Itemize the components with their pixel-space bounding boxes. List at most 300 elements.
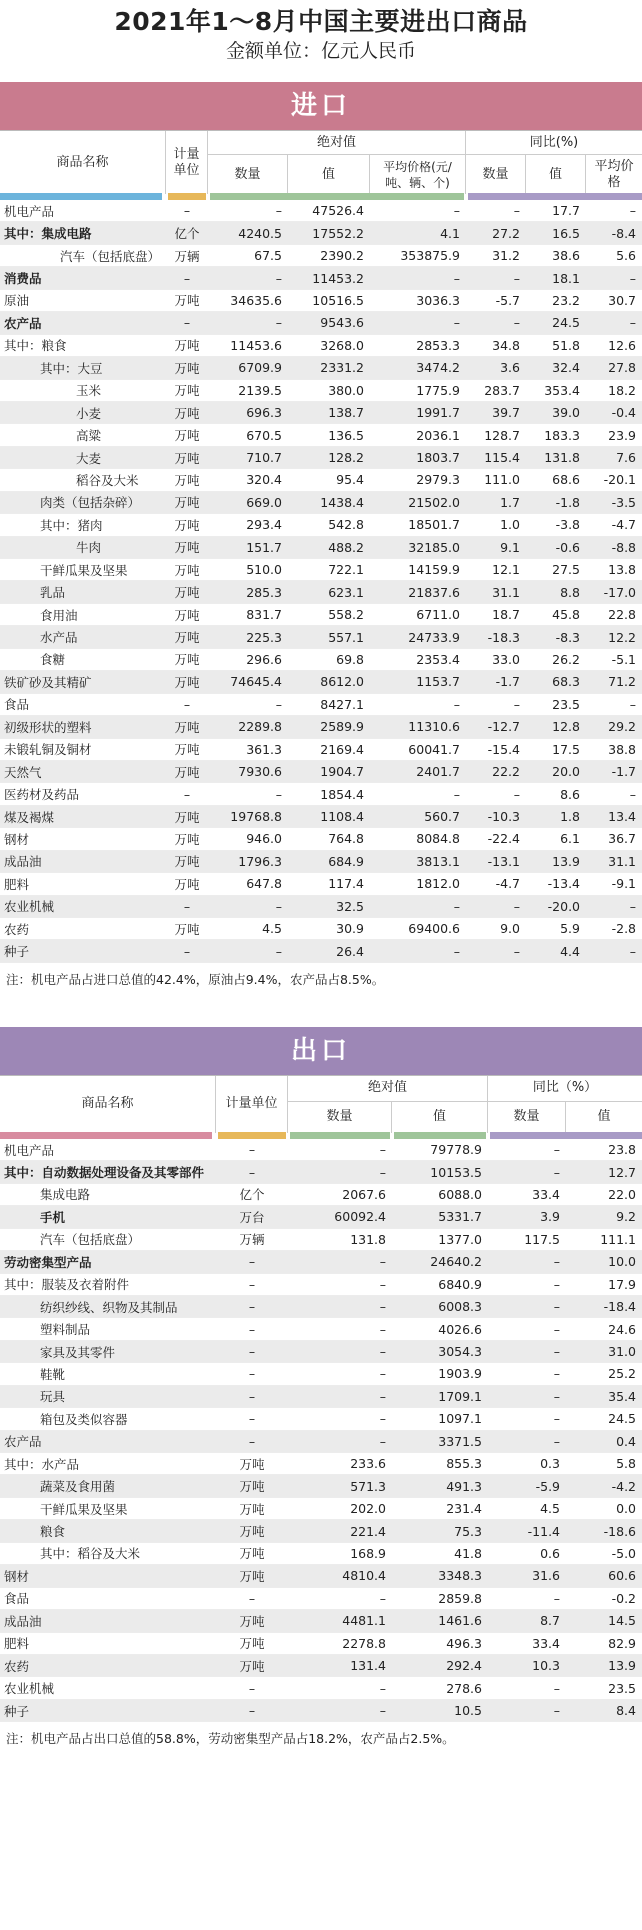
header-color-bars [0, 193, 642, 200]
table-row [0, 1229, 642, 1251]
row-name: 高粱 [76, 428, 102, 444]
row-yoy-value: 51.8 [552, 337, 580, 353]
row-yoy-value: 22.0 [608, 1186, 636, 1202]
color-bar-yellow [218, 1132, 286, 1139]
row-yoy-qty: 34.8 [492, 337, 520, 353]
row-value: 8612.0 [320, 674, 364, 690]
row-value: 684.9 [328, 853, 364, 869]
table-row [0, 873, 642, 895]
row-yoy-qty: – [553, 1254, 560, 1270]
row-yoy-qty: -10.3 [487, 809, 520, 825]
row-yoy-qty: 10.3 [532, 1658, 560, 1674]
row-price: 2979.3 [416, 472, 460, 488]
row-yoy-qty: 22.2 [492, 764, 520, 780]
row-price: 11310.6 [408, 719, 460, 735]
row-value: 488.2 [328, 539, 364, 555]
row-unit: 万吨 [174, 472, 200, 488]
row-unit: 万吨 [174, 585, 200, 601]
row-yoy-qty: – [553, 1344, 560, 1360]
row-price: 18501.7 [408, 517, 460, 533]
table-row [0, 783, 642, 805]
row-value: 1097.1 [438, 1411, 482, 1427]
table-row [0, 1184, 642, 1206]
row-unit: 万吨 [174, 652, 200, 668]
table-row [0, 940, 642, 962]
row-yoy-price: -1.7 [611, 764, 636, 780]
row-yoy-price: 18.2 [608, 382, 636, 398]
row-yoy-value: 27.5 [552, 562, 580, 578]
row-value: 1904.7 [320, 764, 364, 780]
row-value: 722.1 [328, 562, 364, 578]
row-value: 117.4 [328, 876, 364, 892]
table-row [0, 739, 642, 761]
import-note: 注：机电产品占进口总值的42.4%，原油占9.4%，农产品占8.5%。 [6, 971, 385, 987]
row-value: 95.4 [336, 472, 364, 488]
row-yoy-value: 17.9 [608, 1276, 636, 1292]
row-yoy-price: 13.4 [608, 809, 636, 825]
row-price: 4.1 [440, 225, 460, 241]
row-value: 2390.2 [320, 248, 364, 264]
row-yoy-value: 60.6 [608, 1568, 636, 1584]
row-unit: 万吨 [174, 405, 200, 421]
row-price: 353875.9 [400, 248, 460, 264]
row-yoy-qty: 9.1 [500, 539, 520, 555]
table-row [0, 1274, 642, 1296]
table-row [0, 222, 642, 244]
header-qty: 数量 [208, 155, 288, 194]
row-yoy-qty: 33.4 [532, 1635, 560, 1651]
row-name: 农药 [4, 1658, 30, 1674]
row-yoy-qty: 9.0 [500, 921, 520, 937]
row-yoy-qty: – [553, 1411, 560, 1427]
row-qty: 710.7 [246, 450, 282, 466]
row-yoy-value: -13.4 [547, 876, 580, 892]
row-value: 855.3 [446, 1456, 482, 1472]
row-value: 10.5 [454, 1703, 482, 1719]
row-name: 干鲜瓜果及坚果 [40, 1501, 128, 1517]
table-row [0, 896, 642, 918]
row-unit: 亿个 [239, 1187, 265, 1203]
row-value: 1903.9 [438, 1366, 482, 1382]
row-unit: 万吨 [174, 630, 200, 646]
row-qty: 647.8 [246, 876, 282, 892]
table-row [0, 1206, 642, 1228]
header-val: 值 [392, 1102, 488, 1133]
row-qty: 233.6 [350, 1456, 386, 1472]
table-row [0, 514, 642, 536]
row-unit: 万辆 [174, 248, 200, 264]
row-yoy-qty: – [513, 943, 520, 959]
row-yoy-value: 14.5 [608, 1613, 636, 1629]
color-bar-pink [0, 1132, 212, 1139]
row-unit: 万吨 [174, 428, 200, 444]
row-value: 1709.1 [438, 1388, 482, 1404]
row-qty: 60092.4 [334, 1209, 386, 1225]
color-bar-green [290, 1132, 390, 1139]
row-yoy-qty: – [553, 1680, 560, 1696]
header-unit: 计量单位 [166, 131, 208, 194]
row-yoy-value: 68.6 [552, 472, 580, 488]
row-unit: 万吨 [174, 293, 200, 309]
row-name: 纺织纱线、织物及其制品 [40, 1299, 178, 1315]
row-qty: 131.8 [350, 1231, 386, 1247]
row-qty: 202.0 [350, 1501, 386, 1517]
row-yoy-qty: – [513, 898, 520, 914]
color-bar-yellow [168, 193, 206, 200]
import-table-header [0, 130, 642, 200]
row-unit: 万吨 [174, 921, 200, 937]
table-row [0, 245, 642, 267]
row-qty: 1796.3 [238, 853, 282, 869]
row-yoy-value: -8.3 [555, 629, 580, 645]
row-yoy-value: 1.8 [560, 809, 580, 825]
row-value: 138.7 [328, 405, 364, 421]
row-yoy-value: 0.4 [616, 1433, 636, 1449]
page-subtitle: 金额单位：亿元人民币 [225, 40, 416, 62]
row-yoy-price: – [629, 786, 636, 802]
export-section-title: 出口 [0, 1027, 642, 1075]
row-name: 其中：自动数据处理设备及其零部件 [4, 1165, 205, 1181]
row-qty: – [275, 943, 282, 959]
color-bar-purple [490, 1132, 642, 1139]
row-name: 机电产品 [4, 203, 55, 219]
row-yoy-price: 38.8 [608, 741, 636, 757]
table-row [0, 1633, 642, 1655]
table-row [0, 402, 642, 424]
row-price: 1812.0 [416, 876, 460, 892]
import-section-title: 进口 [0, 82, 642, 130]
row-yoy-price: 71.2 [608, 674, 636, 690]
row-yoy-value: -18.4 [603, 1299, 636, 1315]
table-row [0, 1251, 642, 1273]
table-row [0, 335, 642, 357]
row-yoy-qty: – [553, 1276, 560, 1292]
row-unit: – [183, 898, 191, 914]
row-unit: – [183, 696, 191, 712]
header-name: 商品名称 [0, 131, 166, 194]
row-price: 6711.0 [416, 607, 460, 623]
row-name: 塑料制品 [40, 1322, 91, 1338]
row-qty: – [379, 1299, 386, 1315]
row-value: 2859.8 [438, 1590, 482, 1606]
row-yoy-price: 12.6 [608, 337, 636, 353]
row-unit: – [248, 1142, 256, 1158]
row-name: 蔬菜及食用菌 [40, 1479, 116, 1495]
row-yoy-price: 13.8 [608, 562, 636, 578]
row-qty: 168.9 [350, 1545, 386, 1561]
row-yoy-price: – [629, 315, 636, 331]
row-yoy-qty: -5.7 [495, 292, 520, 308]
row-yoy-price: -20.1 [603, 472, 636, 488]
row-yoy-value: 8.4 [616, 1703, 636, 1719]
row-unit: 万吨 [174, 338, 200, 354]
table-row [0, 1498, 642, 1520]
table-row [0, 1408, 642, 1430]
row-yoy-value: 5.8 [616, 1456, 636, 1472]
row-name: 劳动密集型产品 [4, 1254, 92, 1270]
table-row [0, 851, 642, 873]
table-row [0, 290, 642, 312]
row-yoy-qty: 12.1 [492, 562, 520, 578]
row-unit: 万吨 [174, 383, 200, 399]
row-value: 24640.2 [430, 1254, 482, 1270]
row-yoy-qty: – [513, 786, 520, 802]
row-yoy-qty: – [513, 270, 520, 286]
table-row [0, 806, 642, 828]
row-name: 食用油 [40, 607, 78, 623]
row-yoy-price: 5.6 [616, 248, 636, 264]
row-unit: 万吨 [239, 1546, 265, 1562]
row-value: 558.2 [328, 607, 364, 623]
row-yoy-value: -1.8 [555, 494, 580, 510]
row-yoy-qty: 31.2 [492, 248, 520, 264]
row-name: 家具及其零件 [40, 1344, 116, 1360]
row-name: 成品油 [4, 1613, 42, 1629]
row-qty: 4481.1 [342, 1613, 386, 1629]
table-row [0, 1610, 642, 1632]
row-yoy-qty: – [553, 1433, 560, 1449]
row-name: 其中：粮食 [4, 338, 67, 354]
header-price: 平均价格(元/吨、辆、个) [370, 155, 466, 194]
color-bar-purple [468, 193, 642, 200]
row-value: 8427.1 [320, 696, 364, 712]
row-qty: – [379, 1590, 386, 1606]
row-unit: 万吨 [174, 562, 200, 578]
export-note: 注：机电产品占出口总值的58.8%，劳动密集型产品占18.2%，农产品占2.5%。 [6, 1731, 455, 1747]
row-unit: 万吨 [174, 674, 200, 690]
row-value: 231.4 [446, 1501, 482, 1517]
row-qty: 831.7 [246, 607, 282, 623]
color-bar-green [394, 1132, 486, 1139]
row-price: 2853.3 [416, 337, 460, 353]
row-value: 496.3 [446, 1635, 482, 1651]
row-value: 1108.4 [320, 809, 364, 825]
row-name: 牛肉 [76, 540, 102, 556]
export-table-header [0, 1075, 642, 1139]
row-price: 3036.3 [416, 292, 460, 308]
row-yoy-qty: – [553, 1366, 560, 1382]
row-name: 农产品 [4, 315, 42, 331]
row-value: 6088.0 [438, 1186, 482, 1202]
header-yoy-qty: 数量 [466, 155, 526, 194]
row-name: 农业机械 [4, 899, 55, 915]
table-row [0, 1139, 642, 1161]
row-yoy-qty: 18.7 [492, 607, 520, 623]
row-price: – [453, 270, 460, 286]
row-name: 其中：服装及衣着附件 [4, 1277, 130, 1293]
row-yoy-qty: 4.5 [540, 1501, 560, 1517]
row-qty: 285.3 [246, 584, 282, 600]
row-price: – [453, 203, 460, 219]
row-yoy-value: 10.0 [608, 1254, 636, 1270]
row-qty: 11453.6 [230, 337, 282, 353]
row-name: 其中：大豆 [40, 360, 103, 376]
row-yoy-qty: 1.0 [500, 517, 520, 533]
table-row [0, 626, 642, 648]
header-yoy: 同比（%） [488, 1076, 642, 1102]
row-unit: 万吨 [174, 540, 200, 556]
table-row [0, 1431, 642, 1453]
row-name: 成品油 [4, 854, 42, 870]
row-qty: 7930.6 [238, 764, 282, 780]
row-value: 30.9 [336, 921, 364, 937]
row-qty: – [379, 1142, 386, 1158]
row-yoy-value: 353.4 [544, 382, 580, 398]
row-unit: 万吨 [239, 1613, 265, 1629]
row-name: 大麦 [76, 450, 102, 466]
row-value: 4026.6 [438, 1321, 482, 1337]
row-qty: – [275, 203, 282, 219]
row-value: 26.4 [336, 943, 364, 959]
row-yoy-value: 82.9 [608, 1635, 636, 1651]
row-name: 钢材 [4, 831, 30, 847]
row-value: 17552.2 [312, 225, 364, 241]
row-yoy-value: 111.1 [600, 1231, 636, 1247]
row-qty: – [275, 696, 282, 712]
row-name: 水产品 [40, 630, 78, 646]
row-yoy-value: 12.8 [552, 719, 580, 735]
row-name: 种子 [4, 944, 30, 960]
row-yoy-qty: 3.9 [540, 1209, 560, 1225]
row-yoy-price: – [629, 898, 636, 914]
row-name: 农业机械 [4, 1681, 55, 1697]
row-name: 玩具 [40, 1389, 66, 1405]
row-yoy-value: 9.2 [616, 1209, 636, 1225]
row-price: 1153.7 [416, 674, 460, 690]
row-yoy-value: -0.6 [555, 539, 580, 555]
row-yoy-qty: 117.5 [524, 1231, 560, 1247]
page-title: 2021年1～8月中国主要进出口商品 [114, 7, 528, 36]
row-qty: 4.5 [262, 921, 282, 937]
row-yoy-qty: -11.4 [527, 1523, 560, 1539]
export-table-body [0, 1139, 642, 1722]
row-unit: – [183, 943, 191, 959]
row-price: 560.7 [424, 809, 460, 825]
row-name: 肉类（包括杂碎） [40, 495, 141, 511]
row-yoy-price: -8.4 [611, 225, 636, 241]
row-yoy-value: -4.2 [611, 1478, 636, 1494]
row-qty: 571.3 [350, 1478, 386, 1494]
row-yoy-qty: – [553, 1299, 560, 1315]
row-unit: – [248, 1344, 256, 1360]
row-qty: 670.5 [246, 427, 282, 443]
row-name: 煤及褐煤 [4, 809, 55, 825]
table-row [0, 1318, 642, 1340]
row-qty: 669.0 [246, 494, 282, 510]
table-row [0, 918, 642, 940]
row-price: 2036.1 [416, 427, 460, 443]
table-row [0, 1161, 642, 1183]
row-value: 11453.2 [312, 270, 364, 286]
row-qty: 4240.5 [238, 225, 282, 241]
table-row [0, 1341, 642, 1363]
row-unit: 万吨 [174, 719, 200, 735]
row-qty: 131.4 [350, 1658, 386, 1674]
header-qty: 数量 [288, 1102, 392, 1133]
row-yoy-value: 23.5 [552, 696, 580, 712]
row-unit: – [248, 1254, 256, 1270]
row-name: 其中：集成电路 [4, 226, 92, 242]
table-row [0, 649, 642, 671]
row-qty: – [379, 1703, 386, 1719]
row-price: 1775.9 [416, 382, 460, 398]
row-value: 9543.6 [320, 315, 364, 331]
row-value: 128.2 [328, 450, 364, 466]
row-yoy-value: 13.9 [608, 1658, 636, 1674]
row-qty: 67.5 [254, 248, 282, 264]
row-yoy-qty: 0.3 [540, 1456, 560, 1472]
table-row [0, 537, 642, 559]
row-yoy-value: 17.7 [552, 203, 580, 219]
row-name: 乳品 [40, 585, 66, 601]
row-unit: – [248, 1703, 256, 1719]
row-unit: 万吨 [174, 607, 200, 623]
row-name: 医药材及药品 [4, 787, 80, 803]
row-yoy-value: 68.3 [552, 674, 580, 690]
row-unit: – [248, 1590, 256, 1606]
row-unit: 万吨 [174, 450, 200, 466]
row-value: 1854.4 [320, 786, 364, 802]
row-name: 粮食 [40, 1524, 66, 1540]
header-color-bars [0, 1132, 642, 1139]
header-yoy: 同比(%) [466, 131, 642, 155]
row-value: 380.0 [328, 382, 364, 398]
table-row [0, 1363, 642, 1385]
row-qty: 4810.4 [342, 1568, 386, 1584]
row-unit: 万吨 [239, 1658, 265, 1674]
row-name: 肥料 [4, 1636, 30, 1652]
row-name: 集成电路 [40, 1187, 91, 1203]
header-abs: 绝对值 [208, 131, 466, 155]
row-yoy-price: -5.1 [611, 651, 636, 667]
row-yoy-value: 131.8 [544, 450, 580, 466]
row-name: 肥料 [4, 876, 30, 892]
row-value: 75.3 [454, 1523, 482, 1539]
row-unit: – [183, 315, 191, 331]
row-unit: 万吨 [174, 764, 200, 780]
header-yoy-val: 值 [526, 155, 586, 194]
row-price: 2401.7 [416, 764, 460, 780]
row-yoy-qty: -1.7 [495, 674, 520, 690]
row-unit: – [248, 1276, 256, 1292]
row-yoy-value: 35.4 [608, 1388, 636, 1404]
row-yoy-value: -5.0 [611, 1545, 636, 1561]
row-price: 24733.9 [408, 629, 460, 645]
table-row [0, 447, 642, 469]
row-unit: 万吨 [239, 1524, 265, 1540]
row-qty: – [275, 270, 282, 286]
row-unit: – [183, 786, 191, 802]
row-yoy-qty: 33.4 [532, 1186, 560, 1202]
row-unit: 万吨 [174, 495, 200, 511]
table-row [0, 1296, 642, 1318]
table-row [0, 1655, 642, 1677]
row-yoy-qty: 115.4 [484, 450, 520, 466]
row-yoy-value: 24.5 [608, 1411, 636, 1427]
row-qty: 361.3 [246, 741, 282, 757]
row-yoy-qty: 283.7 [484, 382, 520, 398]
row-qty: 225.3 [246, 629, 282, 645]
table-row [0, 1475, 642, 1497]
table-row [0, 200, 642, 222]
row-unit: 万吨 [239, 1568, 265, 1584]
row-value: 623.1 [328, 584, 364, 600]
row-yoy-value: 23.5 [608, 1680, 636, 1696]
row-yoy-price: 30.7 [608, 292, 636, 308]
row-yoy-price: 7.6 [616, 450, 636, 466]
row-qty: 2278.8 [342, 1635, 386, 1651]
row-price: 21837.6 [408, 584, 460, 600]
